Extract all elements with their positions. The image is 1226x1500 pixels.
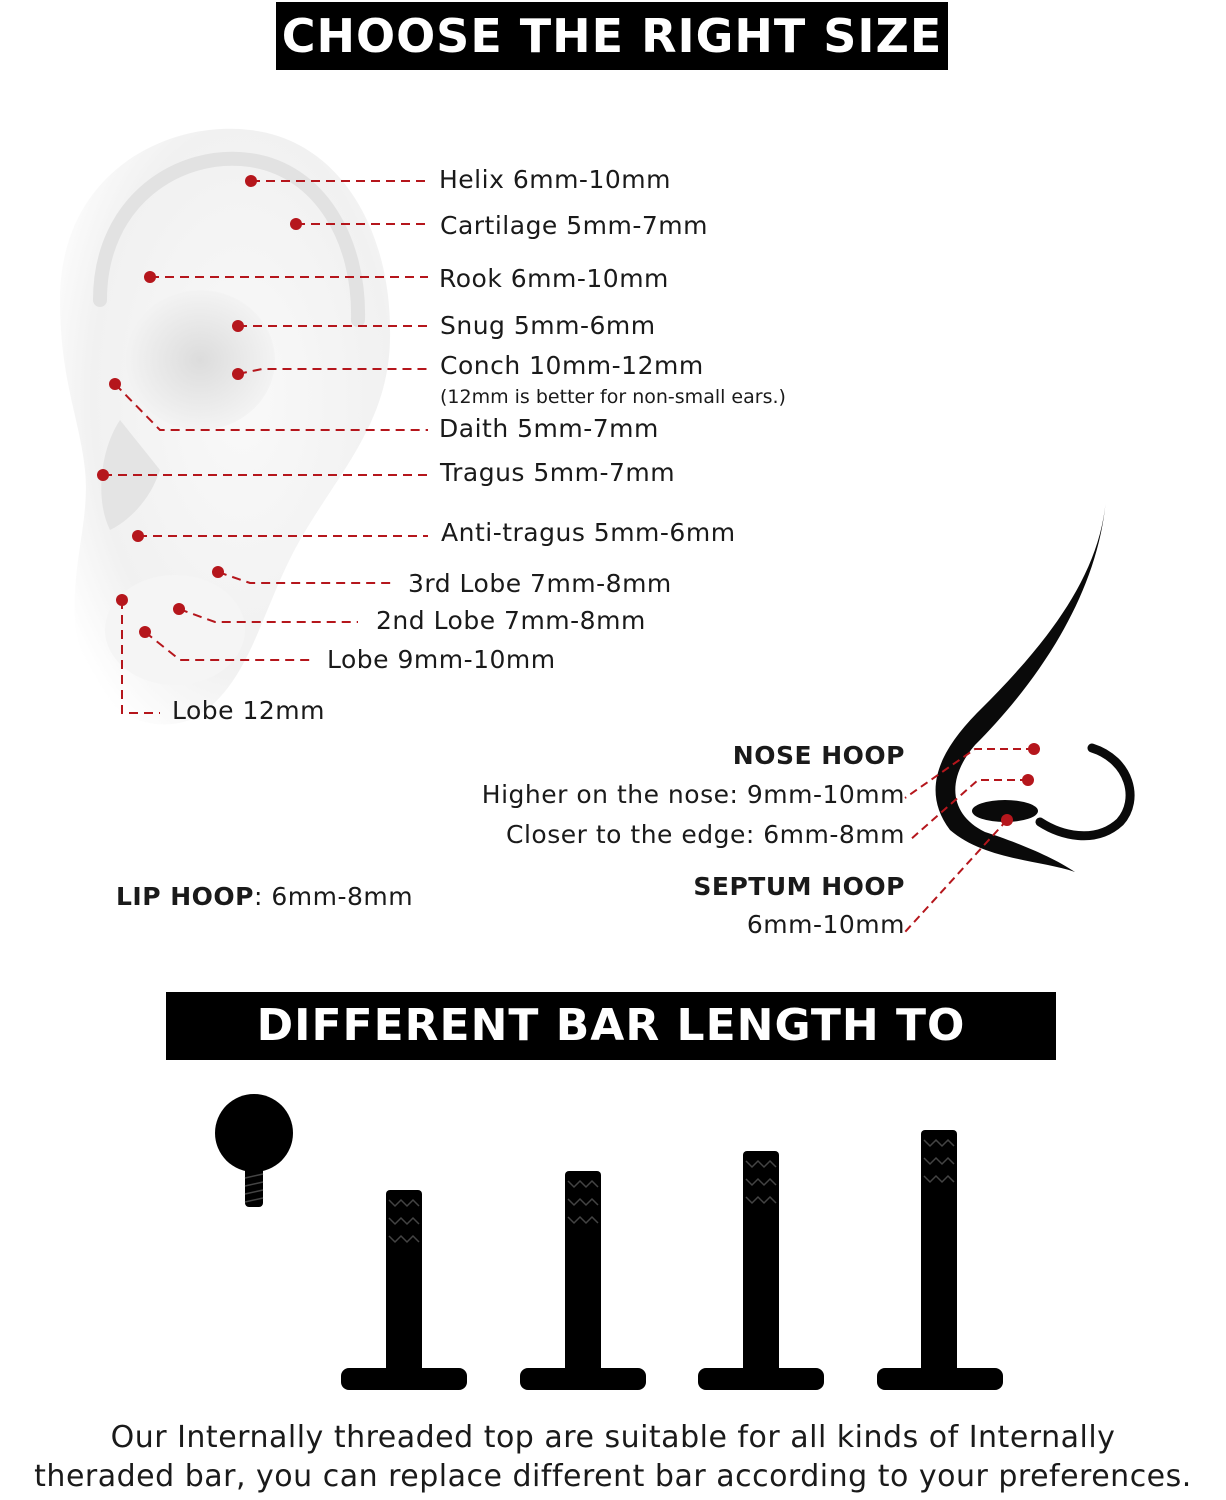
- bar-length-banner: DIFFERENT BAR LENGTH TO CHOOSE: [166, 992, 1056, 1060]
- nose-higher-label: Higher on the nose: 9mm-10mm: [481, 780, 905, 809]
- lip-hoop-size: : 6mm-8mm: [254, 882, 414, 911]
- bar-longest-icon: [877, 1130, 1003, 1390]
- nose-illustration: [936, 498, 1131, 872]
- daith-label: Daith 5mm-7mm: [439, 414, 659, 443]
- lobe-large-marker: [116, 594, 128, 606]
- footer-text: [0, 1418, 1226, 1496]
- snug-marker: [232, 320, 244, 332]
- lobe-marker: [139, 626, 151, 638]
- footer-line-1: Our Internally threaded top are suitable for all kinds of Internally: [110, 1420, 1116, 1455]
- septum-size-label: 6mm-10mm: [746, 910, 905, 939]
- nose-hoop-heading: NOSE HOOP: [732, 741, 905, 770]
- nose-higher-marker: [1028, 743, 1040, 755]
- nose-edge-marker: [1022, 774, 1034, 786]
- helix-label: Helix 6mm-10mm: [439, 165, 671, 194]
- septum-marker: [1001, 814, 1013, 826]
- rook-label: Rook 6mm-10mm: [439, 264, 669, 293]
- anti-tragus-marker: [132, 530, 144, 542]
- rook-marker: [144, 271, 156, 283]
- daith-marker: [109, 378, 121, 390]
- third-lobe-marker: [212, 566, 224, 578]
- footer-line-2: theraded bar, you can replace different bar according to your preferences.: [34, 1459, 1192, 1494]
- tragus-marker: [97, 469, 109, 481]
- lip-hoop-label: [116, 882, 413, 911]
- snug-label: Snug 5mm-6mm: [440, 311, 656, 340]
- ball-top-icon: [215, 1094, 293, 1207]
- lobe-large-label: Lobe 12mm: [172, 696, 325, 725]
- lobe-label: Lobe 9mm-10mm: [327, 645, 556, 674]
- conch-label: Conch 10mm-12mm: [440, 351, 704, 380]
- conch-marker: [232, 368, 244, 380]
- anti-tragus-label: Anti-tragus 5mm-6mm: [441, 518, 736, 547]
- nose-edge-label: Closer to the edge: 6mm-8mm: [506, 820, 905, 849]
- bar-long-icon: [698, 1151, 824, 1390]
- conch-note: (12mm is better for non-small ears.): [440, 386, 786, 408]
- third-lobe-label: 3rd Lobe 7mm-8mm: [408, 569, 672, 598]
- second-lobe-label: 2nd Lobe 7mm-8mm: [376, 606, 646, 635]
- helix-marker: [245, 175, 257, 187]
- cartilage-marker: [290, 218, 302, 230]
- cartilage-label: Cartilage 5mm-7mm: [440, 211, 709, 240]
- tragus-label: Tragus 5mm-7mm: [440, 458, 676, 487]
- bar-short-icon: [341, 1190, 467, 1390]
- ear-illustration: [60, 129, 390, 725]
- title-banner: CHOOSE THE RIGHT SIZE: [276, 2, 948, 70]
- second-lobe-marker: [173, 603, 185, 615]
- lip-hoop-heading: LIP HOOP: [116, 882, 255, 911]
- septum-hoop-heading: SEPTUM HOOP: [693, 872, 905, 901]
- bar-medium-icon: [520, 1171, 646, 1390]
